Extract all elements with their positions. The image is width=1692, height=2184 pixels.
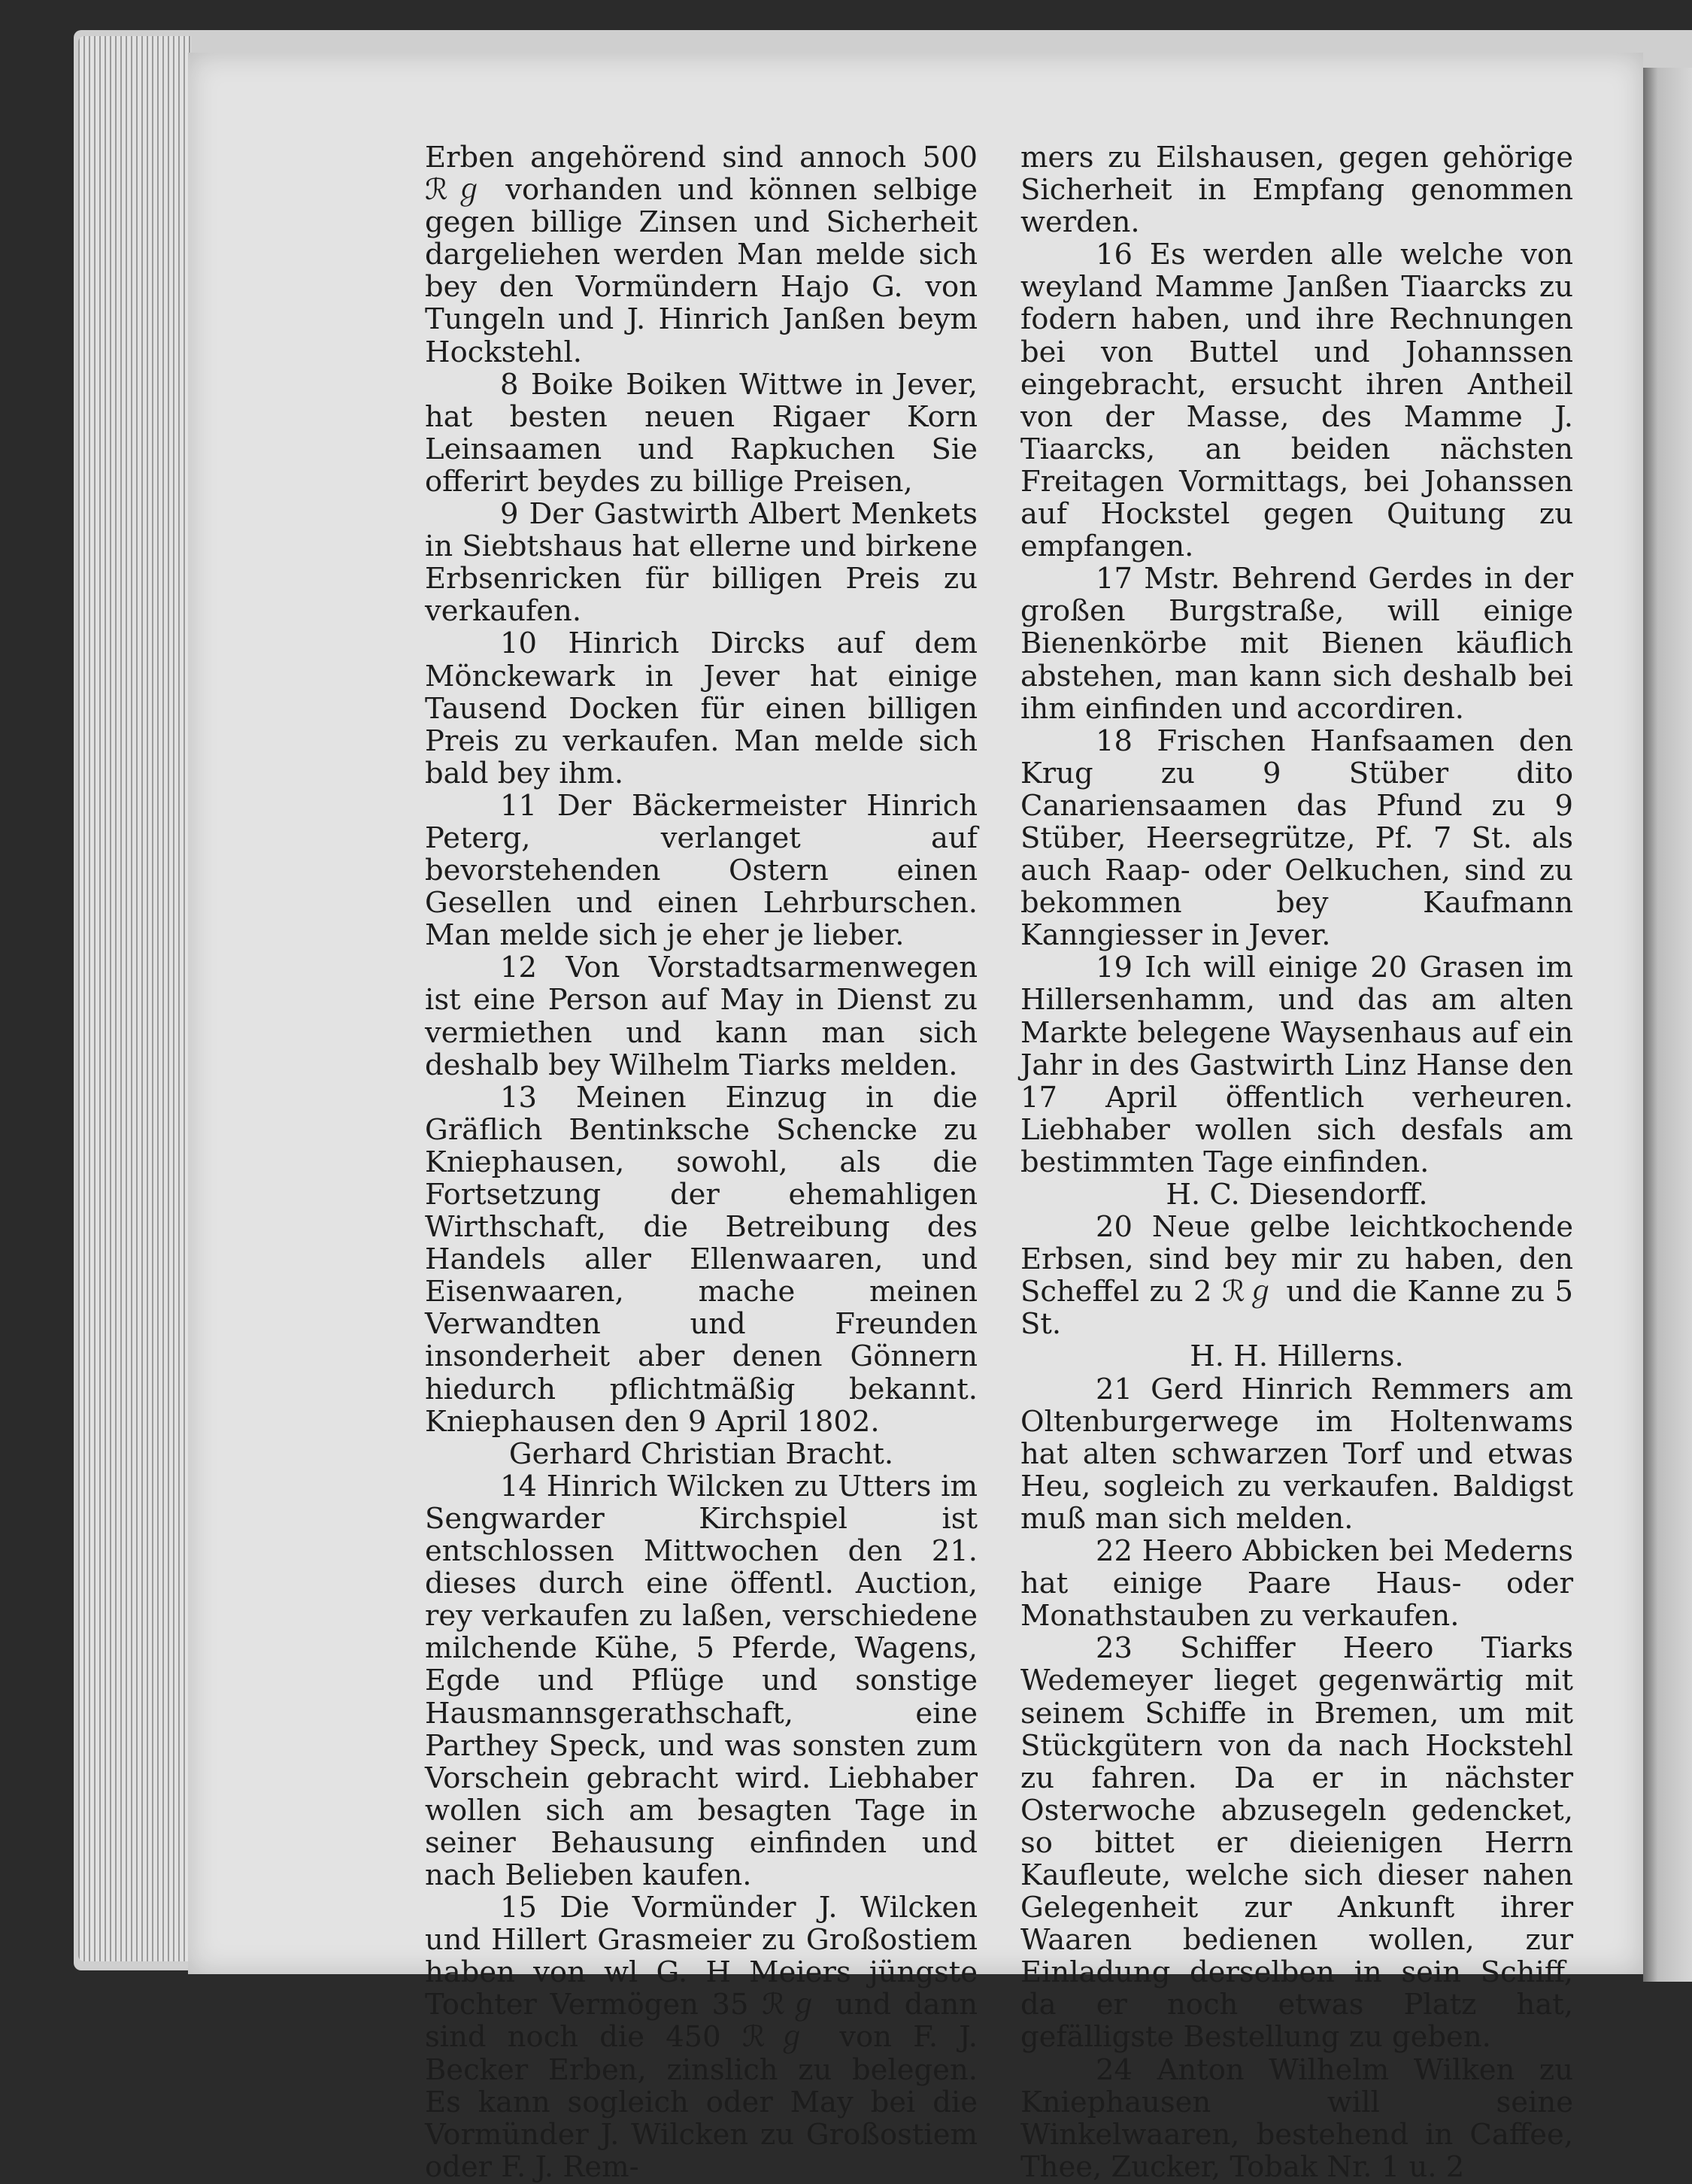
notice-entry: 13 Meinen Einzug in die Gräflich Bentinksche Schencke zu Kniephausen, sowohl, als die Fortsetzung der ehemahligen Wirthschaft, die Betreibung des Handels aller Ellenwaaren, und Eisenwaaren, mache meinen Verwandten und Freunden insonderheit aber denen Gönnern hiedurch pflichtmäßig bekannt. Kniephausen den 9 April 1802. bbox=[425, 1080, 978, 1439]
right-column bbox=[1020, 141, 1573, 2183]
notice-entry: 11 Der Bäckermeister Hinrich Peterg, verlanget auf bevorstehenden Ostern einen Gesellen und einen Lehrburschen. Man melde sich je eher je lieber. bbox=[425, 788, 978, 953]
notice-entry: 19 Ich will einige 20 Grasen im Hillersenhamm, und das am alten Markte belegene Waysenhaus auf ein Jahr in des Gastwirth Linz Hanse den 17 April öffentlich verheuren. Liebhaber wollen sich desfals am bestimmten Tage einfinden. bbox=[1020, 951, 1573, 1179]
notice-entry: 20 Neue gelbe leichtkochende Erbsen, sind bey mir zu haben, den Scheffel zu 2 ℛℊ und die Kanne zu 5 St. bbox=[1020, 1210, 1573, 1342]
notice-entry: 16 Es werden alle welche von weyland Mamme Janßen Tiaarcks zu fodern haben, und ihre Rechnungen bei von Buttel und Johannssen eingebracht, ersucht ihren Antheil von der Masse, des Mamme J. Tiaarcks, an beiden nächsten Freitagen Vormittags, bei Johanssen auf Hockstel gegen Quitung zu empfangen. bbox=[1020, 238, 1573, 564]
page-edges bbox=[78, 36, 191, 1961]
notice-entry: 15 Die Vormünder J. Wilcken und Hillert Grasmeier zu Großostiem haben von wl G. H Meiers jüngste Tochter Vermögen 35 ℛℊ und dann sind noch die 450 ℛℊ von F. J. Becker Erben, zinslich zu belegen. Es kann sogleich oder May bei die Vormünder J. Wilcken zu Großostiem oder F. J. Rem- bbox=[425, 1891, 978, 2184]
notice-entry: 21 Gerd Hinrich Remmers am Oltenburgerwege im Holtenwams hat alten schwarzen Torf und etwas Heu, sogleich zu verkaufen. Baldigst muß man sich melden. bbox=[1020, 1372, 1573, 1536]
notice-entry: 14 Hinrich Wilcken zu Utters im Sengwarder Kirchspiel ist entschlossen Mittwochen den 21. dieses durch eine öffentl. Auction, rey verkaufen zu laßen, verschiedene milchende Kühe, 5 Pferde, Wagens, Egde und Pflüge und sonstige Hausmannsgerathschaft, eine Parthey Speck, und was sonsten zum Vorschein gebracht wird. Liebhaber wollen sich am besagten Tage in seiner Behausung einfinden und nach Belieben kaufen. bbox=[425, 1469, 978, 1892]
notice-entry: 22 Heero Abbicken bei Mederns hat einige Paare Haus- oder Monathstauben zu verkaufen. bbox=[1020, 1534, 1573, 1633]
notice-entry: 10 Hinrich Dircks auf dem Mönckewark in Jever hat einige Tausend Docken für einen billigen Preis zu verkaufen. Man melde sich bald bey ihm. bbox=[425, 626, 978, 790]
notice-entry: 8 Boike Boiken Wittwe in Jever, hat besten neuen Rigaer Korn Leinsaamen und Rapkuchen Sie offerirt beydes zu billige Preisen, bbox=[425, 367, 978, 499]
notice-entry: 18 Frischen Hanfsaamen den Krug zu 9 Stüber dito Canariensaamen das Pfund zu 9 Stüber, Heersegrütze, Pf. 7 St. als auch Raap- oder Oelkuchen, sind zu bekommen bey Kaufmann Kanngiesser in Jever. bbox=[1020, 723, 1573, 953]
signature: H. C. Diesendorff. bbox=[1166, 1178, 1428, 1212]
notice-entry: 24 Anton Wilhelm Wilken zu Kniephausen will seine Winkelwaaren, bestehend in Caffee, Thee, Zucker, Tobak Nr. 1 u. 2 bbox=[1020, 2052, 1573, 2184]
continued-text: Erben angehörend sind annoch 500 ℛℊ vorhanden und können selbige gegen billige Zinsen und Sicherheit dargeliehen werden Man melde sich bey den Vormündern Hajo G. von Tungeln und J. Hinrich Janßen beym Hockstehl. bbox=[425, 141, 978, 369]
next-page-edge bbox=[1643, 68, 1692, 1982]
notice-entry: 12 Von Vorstadtsarmenwegen ist eine Person auf May in Dienst zu vermiethen und kann man sich deshalb bey Wilhelm Tiarks melden. bbox=[425, 951, 978, 1082]
signature: Gerhard Christian Bracht. bbox=[508, 1436, 894, 1471]
notice-entry: 17 Mstr. Behrend Gerdes in der großen Burgstraße, will einige Bienenkörbe mit Bienen käuflich abstehen, man kann sich deshalb bei ihm einfinden und accordiren. bbox=[1020, 562, 1573, 726]
signature: H. H. Hillerns. bbox=[1190, 1339, 1404, 1374]
left-column bbox=[425, 141, 978, 2183]
continued-text: mers zu Eilshausen, gegen gehörige Sicherheit in Empfang genommen werden. bbox=[1020, 141, 1573, 240]
notice-entry: 23 Schiffer Heero Tiarks Wedemeyer lieget gegenwärtig mit seinem Schiffe in Bremen, um mit Stückgütern von da nach Hockstehl zu fahren. Da er in nächster Osterwoche abzusegeln gedencket, so bittet er dieienigen Herrn Kaufleute, welche sich dieser nahen Gelegenheit zur Ankunft ihrer Waaren bedienen wollen, zur Einladung derselben in sein Schiff, da er noch etwas Platz hat, gefälligste Bestellung zu geben. bbox=[1020, 1631, 1573, 2055]
notice-entry: 9 Der Gastwirth Albert Menkets in Siebtshaus hat ellerne und birkene Erbsenricken für billigen Preis zu verkaufen. bbox=[425, 497, 978, 629]
